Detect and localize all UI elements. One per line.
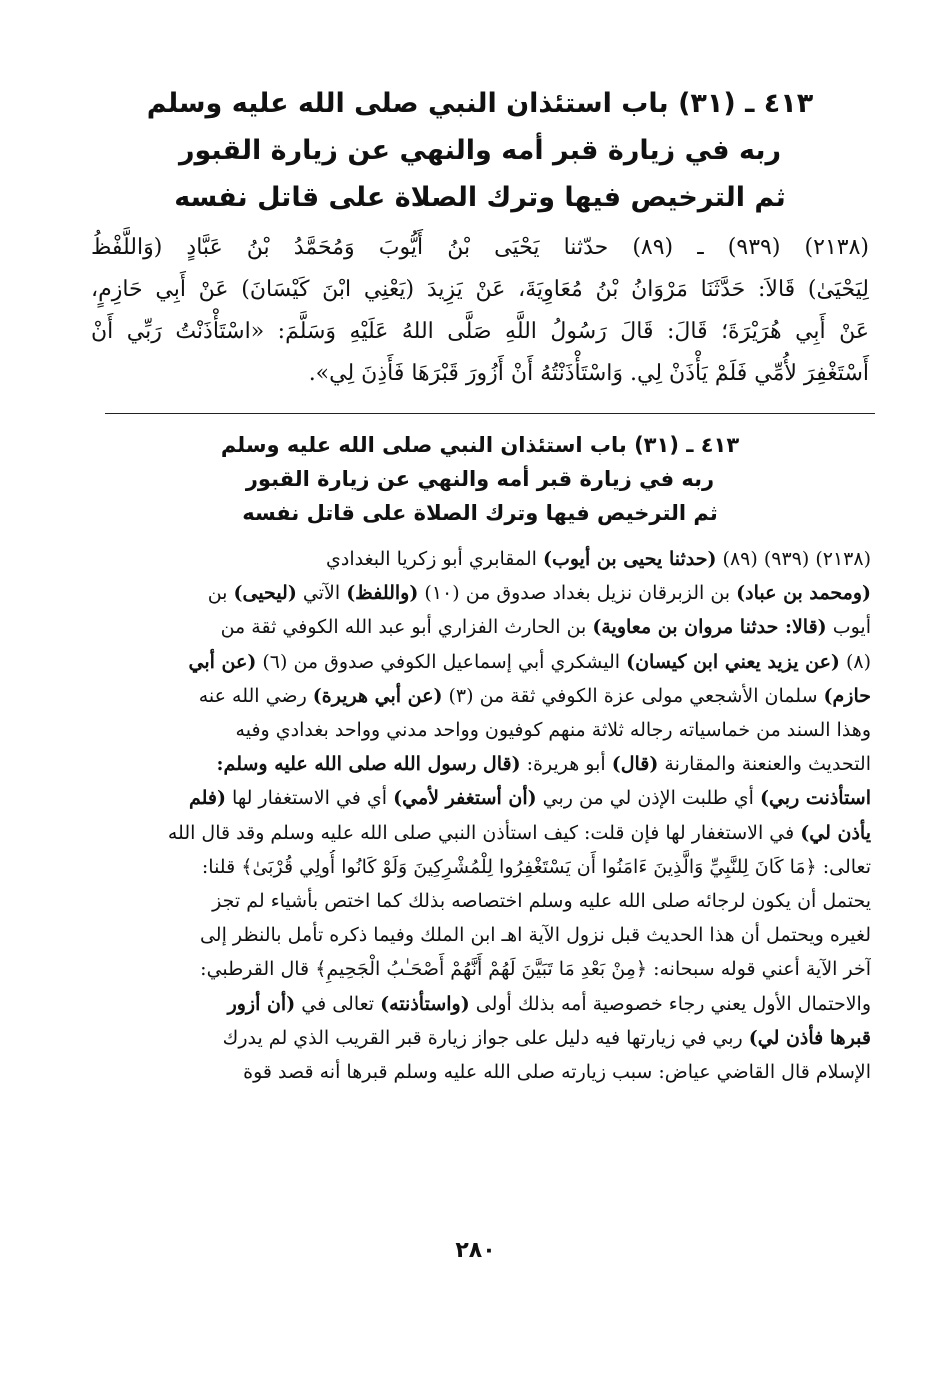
heading-line-1: ٤١٣ ـ (٣١) باب استئذان النبي صلى الله عليه وسلم bbox=[146, 88, 814, 119]
commentary-line: وهذا السند من خماسياته رجاله ثلاثة منهم كوفيون وواحد مدني وواحد بغدادي وفيه bbox=[235, 719, 871, 742]
document-page bbox=[85, 80, 875, 1089]
commentary-line: استأذنت ربي) أي طلبت الإذن لي من ربي (أن أستغفر لأمي) أي في الاستغفار لها (فلم bbox=[188, 787, 871, 810]
commentary-line: حازم) سلمان الأشجعي مولى عزة الكوفي ثقة من (٣) (عن أبي هريرة) رضي الله عنه bbox=[198, 684, 871, 707]
commentary-line: (ومحمد بن عباد) بن الزبرقان نزيل بغداد صدوق من (١٠) (واللفظ) الآتي (ليحيى) بن bbox=[207, 582, 871, 605]
hadith-line-4: أَسْتَغْفِرَ لأُمِّي فَلَمْ يَأْذَنْ لِي. وَاسْتَأْذَنْتُهُ أَنْ أَزُورَ قَبْرَهَا فَأَذِنَ لِي». bbox=[308, 361, 869, 386]
hadith-line-1: (٢١٣٨) (٩٣٩) ـ (٨٩) حدّثنا يَحْيَى بْنُ أَيُّوبَ وَمُحَمَّدُ بْنُ عَبَّادٍ (وَاللَّفْظُ bbox=[91, 235, 869, 260]
chapter-heading-top bbox=[85, 80, 875, 221]
commentary-text bbox=[85, 542, 875, 1089]
commentary-line: لغيره ويحتمل أن هذا الحديث قبل نزول الآية اهـ ابن الملك وفيما ذكره تأمل بالنظر إلى bbox=[199, 924, 871, 947]
commentary-line: أيوب (قالا: حدثنا مروان بن معاوية) بن الحارث الفزاري أبو عبد الله الكوفي ثقة من bbox=[220, 616, 871, 639]
hadith-text bbox=[85, 227, 875, 395]
page-number: ٢٨٠ bbox=[455, 1238, 496, 1263]
heading-line-3: ثم الترخيص فيها وترك الصلاة على قاتل نفسه bbox=[174, 182, 786, 213]
commentary-line: (٢١٣٨) (٩٣٩) (٨٩) (حدثنا يحيى بن أيوب) المقابري أبو زكريا البغدادي bbox=[326, 548, 871, 570]
heading-line-2: ربه في زيارة قبر أمه والنهي عن زيارة القبور bbox=[178, 135, 782, 166]
commentary-line: والاحتمال الأول يعني رجاء خصوصية أمه بذلك أولى (واستأذنته) تعالى في (أن أزور bbox=[227, 992, 871, 1015]
hadith-line-3: عَنْ أَبِي هُرَيْرَةَ؛ قَالَ: قَالَ رَسُولُ اللَّهِ صَلَّى اللهُ عَلَيْهِ وَسَلَّمَ: «اسْتَأْذَنْتُ رَبِّي أَنْ bbox=[91, 319, 869, 344]
chapter-heading-commentary bbox=[85, 428, 875, 530]
commentary-heading-line-1: ٤١٣ ـ (٣١) باب استئذان النبي صلى الله عليه وسلم bbox=[220, 433, 740, 457]
commentary-line: آخر الآية أعني قوله سبحانه: ﴿مِنْ بَعْدِ مَا تَبَيَّنَ لَهُمْ أَنَّهُمْ أَصْحَـٰبُ الْجَحِيمِ﴾ قال القرطبي: bbox=[200, 958, 871, 981]
hadith-line-2: لِيَحْيَىٰ) قَالاَ: حَدَّثَنَا مَرْوَانُ بْنُ مُعَاوِيَةَ، عَنْ يَزِيدَ (يَعْنِي ابْنَ كَيْسَانَ) عَنْ أَبِي حَازِمٍ، bbox=[91, 277, 869, 302]
commentary-line: (٨) (عن يزيد يعني ابن كيسان) اليشكري أبي إسماعيل الكوفي صدوق من (٦) (عن أبي bbox=[188, 650, 871, 673]
section-divider bbox=[105, 413, 875, 414]
commentary-heading-line-3: ثم الترخيص فيها وترك الصلاة على قاتل نفسه bbox=[242, 501, 718, 525]
commentary-line: يحتمل أن يكون لرجائه صلى الله عليه وسلم اختصاصه بذلك كما اختص بأشياء لم تجز bbox=[212, 890, 871, 913]
commentary-line: يأذن لي) في الاستغفار لها فإن قلت: كيف استأذن النبي صلى الله عليه وسلم وقد قال الله bbox=[167, 821, 871, 844]
commentary-line: تعالى: ﴿مَا كَانَ لِلنَّبِيِّ وَالَّذِينَ ءَامَنُوا أَن يَسْتَغْفِرُوا لِلْمُشْرِكِينَ وَلَوْ كَانُوا أُولِي قُرْبَىٰ﴾ قلنا: bbox=[201, 855, 871, 878]
quran-verse: ﴿مَا كَانَ لِلنَّبِيِّ وَالَّذِينَ ءَامَنُوا أَن يَسْتَغْفِرُوا لِلْمُشْرِكِينَ وَلَوْ كَانُوا أُولِي قُرْبَىٰ﴾ bbox=[241, 855, 817, 878]
commentary-line: التحديث والعنعنة والمقارنة (قال) أبو هريرة: (قال رسول الله صلى الله عليه وسلم: bbox=[216, 753, 871, 776]
commentary-line: قبرها فأذن لي) ربي في زيارتها فيه دليل على جواز زيارة قبر القريب الذي لم يدرك bbox=[222, 1026, 871, 1049]
quran-verse: ﴿مِنْ بَعْدِ مَا تَبَيَّنَ لَهُمْ أَنَّهُمْ أَصْحَـٰبُ الْجَحِيمِ﴾ bbox=[315, 958, 648, 981]
commentary-line: الإسلام قال القاضي عياض: سبب زيارته صلى الله عليه وسلم قبرها أنه قصد قوة bbox=[243, 1061, 871, 1084]
commentary-heading-line-2: ربه في زيارة قبر أمه والنهي عن زيارة القبور bbox=[245, 467, 715, 491]
